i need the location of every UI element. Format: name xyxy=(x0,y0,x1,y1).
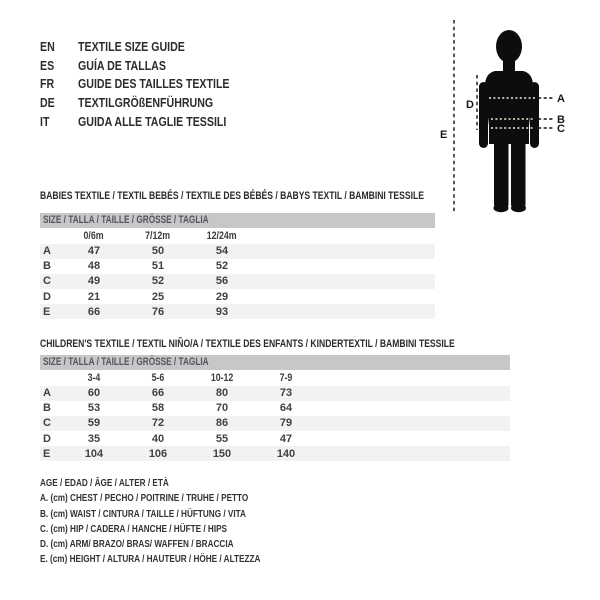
language-row-fr xyxy=(40,75,256,94)
table-row xyxy=(40,274,435,289)
table-row xyxy=(40,304,435,319)
column-header: 0/6m xyxy=(83,229,105,242)
size-value: 21 xyxy=(87,290,101,303)
size-value: 59 xyxy=(87,417,101,430)
row-label: A xyxy=(43,387,51,400)
size-value: 35 xyxy=(87,432,101,445)
table-row xyxy=(40,259,435,274)
column-header: 5-6 xyxy=(151,371,165,384)
children-size-bar: SIZE / TALLA / TAILLE / GRÖSSE / TAGLIA xyxy=(40,355,510,370)
table-row xyxy=(40,431,510,446)
column-header: 7-9 xyxy=(279,371,293,384)
table-row xyxy=(40,244,435,259)
language-row-de xyxy=(40,94,256,113)
size-value: 72 xyxy=(151,417,165,430)
size-value: 66 xyxy=(151,387,165,400)
row-label: C xyxy=(43,417,51,430)
size-value: 55 xyxy=(215,432,229,445)
size-value: 76 xyxy=(151,305,165,318)
size-value: 53 xyxy=(87,402,101,415)
legend-line-chest: A. (cm) CHEST / PECHO / POITRINE / TRUHE / PETTO xyxy=(40,492,249,505)
figure-label-c: C xyxy=(557,123,565,135)
row-label: A xyxy=(43,245,51,258)
size-value: 25 xyxy=(151,290,165,303)
size-value: 47 xyxy=(87,245,101,258)
size-value: 79 xyxy=(279,417,293,430)
language-label: TEXTILE SIZE GUIDE xyxy=(78,40,185,55)
size-value: 66 xyxy=(87,305,101,318)
column-header: 3-4 xyxy=(87,371,101,384)
language-code: ES xyxy=(40,58,55,73)
size-value: 29 xyxy=(215,290,229,303)
babies-column-header-row xyxy=(40,228,435,244)
language-title-list xyxy=(40,38,256,131)
language-code: DE xyxy=(40,96,55,111)
figure-label-a: A xyxy=(557,93,565,105)
language-row-es xyxy=(40,57,256,76)
size-value: 56 xyxy=(215,275,229,288)
silhouette-shapes xyxy=(479,30,539,212)
size-value: 58 xyxy=(151,402,165,415)
size-value: 50 xyxy=(151,245,165,258)
row-label: B xyxy=(43,260,51,273)
table-row xyxy=(40,386,510,401)
row-label: D xyxy=(43,432,51,445)
language-label: GUIDA ALLE TAGLIE TESSILI xyxy=(78,114,227,129)
row-label: E xyxy=(43,447,51,460)
size-value: 49 xyxy=(87,275,101,288)
children-section-title: CHILDREN'S TEXTILE / TEXTIL NIÑO/A / TEXTILE DES ENFANTS / KINDERTEXTIL / BAMBINI TESSILE xyxy=(40,338,455,350)
size-value: 86 xyxy=(215,417,229,430)
size-value: 150 xyxy=(212,447,232,460)
figure-label-e: E xyxy=(440,129,448,141)
legend-line-arm: D. (cm) ARM/ BRAZO/ BRAS/ WAFFEN / BRACCIA xyxy=(40,538,234,551)
babies-section-title: BABIES TEXTILE / TEXTIL BEBÉS / TEXTILE DES BÉBÉS / BABYS TEXTIL / BAMBINI TESSILE xyxy=(40,190,424,202)
size-value: 106 xyxy=(148,447,168,460)
size-value: 104 xyxy=(84,447,104,460)
children-column-header-row xyxy=(40,370,510,386)
table-row xyxy=(40,289,435,304)
size-value: 140 xyxy=(276,447,296,460)
figure-label-b: B xyxy=(557,114,565,126)
size-value: 52 xyxy=(151,275,165,288)
size-value: 80 xyxy=(215,387,229,400)
legend-line-age: AGE / EDAD / ÂGE / ALTER / ETÀ xyxy=(40,477,169,489)
table-row xyxy=(40,401,510,416)
column-header: 12/24m xyxy=(207,229,237,242)
language-row-en xyxy=(40,38,256,57)
size-value: 54 xyxy=(215,245,229,258)
row-label: E xyxy=(43,305,51,318)
children-size-table xyxy=(40,355,510,461)
size-value: 73 xyxy=(279,387,293,400)
language-label: GUÍA DE TALLAS xyxy=(78,58,166,73)
babies-size-bar: SIZE / TALLA / TAILLE / GRÖSSE / TAGLIA xyxy=(40,213,435,228)
language-code: FR xyxy=(40,77,55,92)
column-header: 10-12 xyxy=(210,371,234,384)
size-value: 47 xyxy=(279,432,293,445)
size-value: 52 xyxy=(215,260,229,273)
row-label: C xyxy=(43,275,51,288)
column-header: 7/12m xyxy=(145,229,171,242)
babies-size-table xyxy=(40,213,435,319)
language-label: GUIDE DES TAILLES TEXTILE xyxy=(78,77,230,92)
table-row xyxy=(40,446,510,461)
language-code: EN xyxy=(40,40,55,55)
size-value: 60 xyxy=(87,387,101,400)
row-label: D xyxy=(43,290,51,303)
size-value: 70 xyxy=(215,402,229,415)
language-code: IT xyxy=(40,114,50,129)
legend-line-waist: B. (cm) WAIST / CINTURA / TAILLE / HÜFTUNG / VITA xyxy=(40,507,246,520)
figure-label-d: D xyxy=(466,99,474,111)
size-value: 64 xyxy=(279,402,293,415)
table-row xyxy=(40,416,510,431)
child-silhouette-figure xyxy=(435,8,595,218)
size-value: 51 xyxy=(151,260,165,273)
legend-line-height: E. (cm) HEIGHT / ALTURA / HAUTEUR / HÖHE / ALTEZZA xyxy=(40,553,261,566)
legend-line-hip: C. (cm) HIP / CADERA / HANCHE / HÜFTE / HIPS xyxy=(40,522,228,535)
measurement-legend xyxy=(40,476,323,568)
language-row-it xyxy=(40,112,256,131)
size-value: 93 xyxy=(215,305,229,318)
row-label: B xyxy=(43,402,51,415)
size-value: 40 xyxy=(151,432,165,445)
size-value: 48 xyxy=(87,260,101,273)
language-label: TEXTILGRÖßENFÜHRUNG xyxy=(78,96,214,111)
